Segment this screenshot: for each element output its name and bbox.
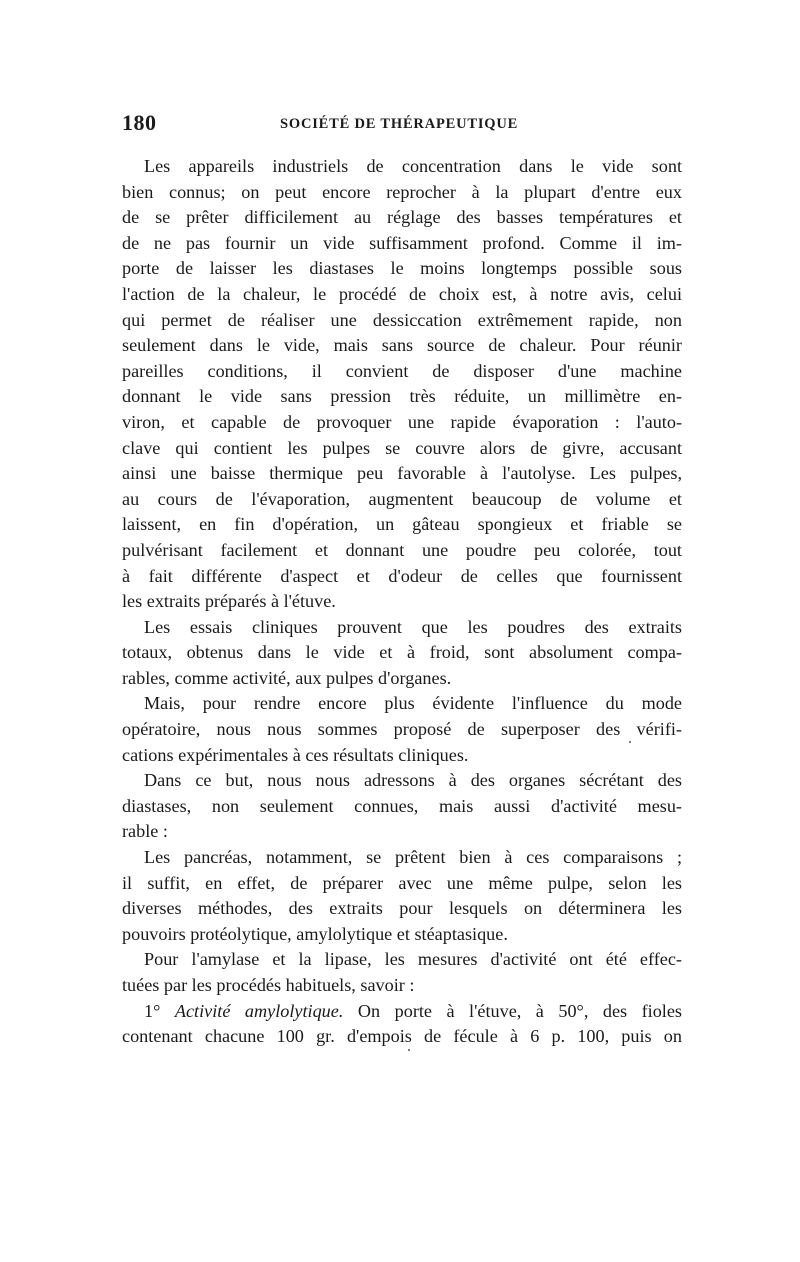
text-line: de ne pas fournir un vide suffisamment profond. Comme il im- bbox=[122, 232, 682, 253]
text-line: donnant le vide sans pression très réduite, un millimètre en- bbox=[122, 386, 682, 407]
section-text: On porte à l'étuve, à 50°, des fioles bbox=[357, 1000, 682, 1021]
section-number: 1° bbox=[144, 1000, 161, 1021]
print-speck bbox=[629, 741, 631, 743]
text-line: totaux, obtenus dans le vide et à froid, sont absolument compa- bbox=[122, 642, 682, 663]
text-line: diastases, non seulement connues, mais aussi d'activité mesu- bbox=[122, 795, 682, 816]
text-line: porte de laisser les diastases le moins longtemps possible sous bbox=[122, 258, 682, 279]
page-header bbox=[122, 110, 682, 144]
text-line: ainsi une baisse thermique peu favorable à l'autolyse. Les pulpes, bbox=[122, 463, 682, 484]
text-line: l'action de la chaleur, le procédé de choix est, à notre avis, celui bbox=[122, 283, 682, 304]
paragraph bbox=[122, 947, 682, 998]
text-line: de se prêter difficilement au réglage des basses températures et bbox=[122, 207, 682, 228]
text-line: diverses méthodes, des extraits pour lesquels on déterminera les bbox=[122, 898, 682, 919]
paragraph bbox=[122, 154, 682, 615]
text-line: Les appareils industriels de concentration dans le vide sont bbox=[144, 156, 682, 176]
text-line: cations expérimentales à ces résultats cliniques. bbox=[122, 744, 469, 765]
text-line: viron, et capable de provoquer une rapide évaporation : l'auto- bbox=[122, 411, 682, 432]
text-line: rable : bbox=[122, 821, 168, 842]
text-line: pouvoirs protéolytique, amylolytique et stéaptasique. bbox=[122, 923, 508, 944]
text-line: tuées par les procédés habituels, savoir : bbox=[122, 975, 415, 995]
text-line: contenant chacune 100 gr. d'empois de fécule à 6 p. 100, puis on bbox=[122, 1026, 682, 1047]
text-line: Dans ce but, nous nous adressons à des organes sécrétant des bbox=[144, 770, 682, 791]
running-head: SOCIÉTÉ DE THÉRAPEUTIQUE bbox=[280, 116, 519, 132]
text-line: clave qui contient les pulpes se couvre alors de givre, accusant bbox=[122, 437, 682, 458]
text-line: pareilles conditions, il convient de disposer d'une machine bbox=[122, 360, 682, 381]
text-line: il suffit, en effet, de préparer avec une même pulpe, selon les bbox=[122, 872, 682, 893]
text-line: à fait différente d'aspect et d'odeur de celles que fournissent bbox=[122, 565, 682, 586]
text-line: qui permet de réaliser une dessiccation extrêmement rapide, non bbox=[122, 309, 682, 330]
page-number: 180 bbox=[122, 110, 157, 135]
text-line: opératoire, nous nous sommes proposé de superposer des vérifi- bbox=[122, 719, 682, 740]
text-line: bien connus; on peut encore reprocher à la plupart d'entre eux bbox=[122, 181, 682, 202]
text-line: pulvérisant facilement et donnant une poudre peu colorée, tout bbox=[122, 539, 682, 560]
paragraph bbox=[122, 615, 682, 692]
text-line: Pour l'amylase et la lipase, les mesures d'activité ont été effec- bbox=[144, 949, 682, 970]
section-paragraph bbox=[122, 999, 682, 1050]
text-line: les extraits préparés à l'étuve. bbox=[122, 591, 336, 612]
section-heading-line bbox=[122, 999, 682, 1025]
text-line: laissent, en fin d'opération, un gâteau spongieux et friable se bbox=[122, 514, 682, 535]
text-line: au cours de l'évaporation, augmentent beaucoup de volume et bbox=[122, 488, 682, 509]
text-line: rables, comme activité, aux pulpes d'organes. bbox=[122, 667, 452, 688]
paragraph bbox=[122, 691, 682, 768]
text-line: Mais, pour rendre encore plus évidente l'influence du mode bbox=[144, 693, 682, 714]
text-line: seulement dans le vide, mais sans source de chaleur. Pour réunir bbox=[122, 335, 682, 356]
print-speck bbox=[408, 1049, 410, 1051]
body-text bbox=[122, 154, 682, 1050]
text-line: Les pancréas, notamment, se prêtent bien à ces comparaisons ; bbox=[144, 847, 682, 868]
section-title: Activité amylolytique. bbox=[174, 1000, 344, 1021]
paragraph bbox=[122, 845, 682, 947]
text-line: Les essais cliniques prouvent que les poudres des extraits bbox=[144, 616, 682, 637]
paragraph bbox=[122, 768, 682, 845]
